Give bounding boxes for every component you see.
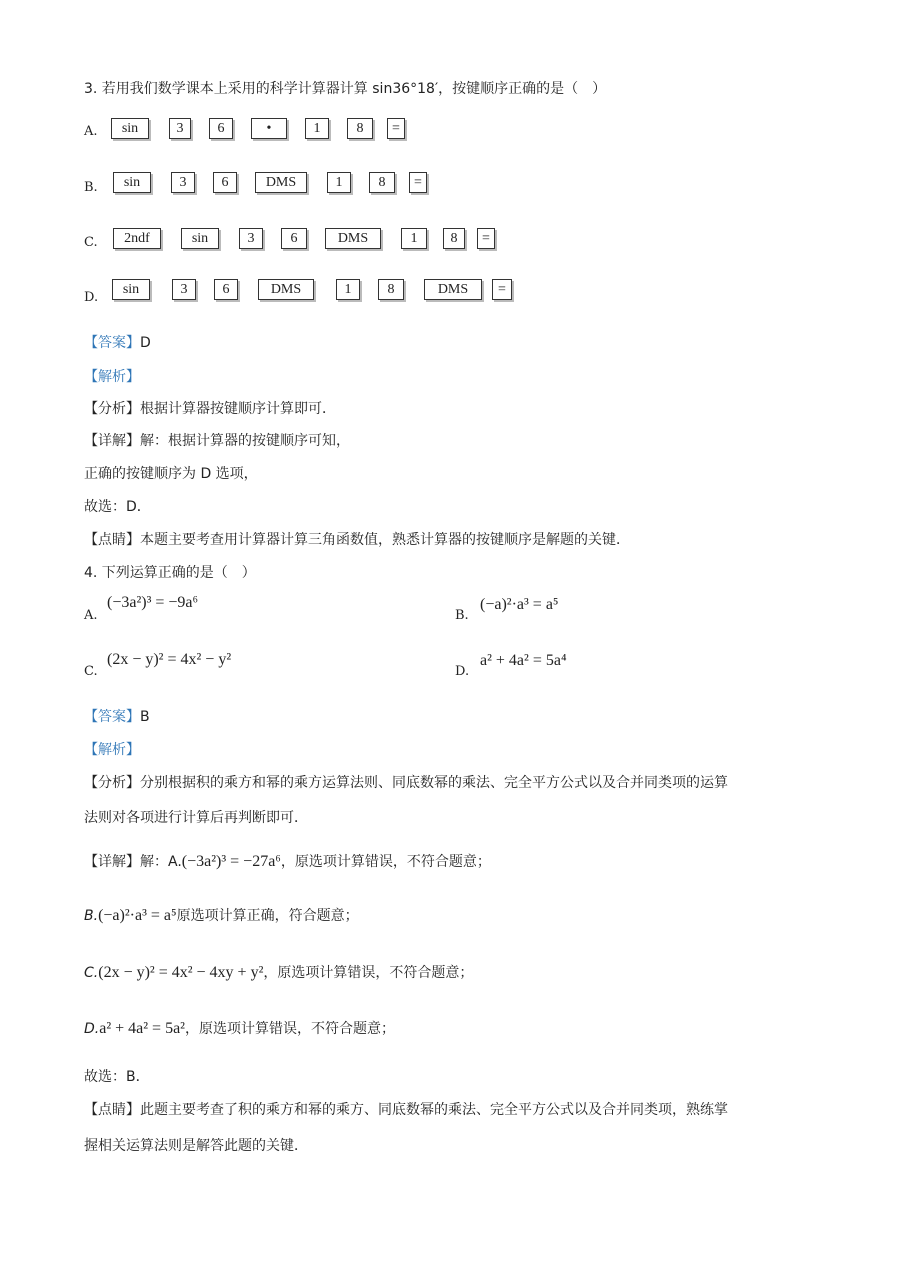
calc-key: • (251, 118, 287, 139)
q3-choose: 故选：D． (84, 499, 151, 515)
calc-key: 6 (209, 118, 233, 139)
calc-key: 3 (172, 279, 196, 300)
calc-key: DMS (255, 172, 307, 193)
calc-key: = (477, 228, 495, 249)
fenxi-tag: 【分析】 (84, 775, 140, 791)
dianjing-text: 此题主要考查了积的乘方和幂的乘方、同底数幂的乘法、完全平方公式以及合并同类项，熟练掌 (140, 1102, 728, 1118)
answer-tag: 【答案】 (84, 709, 140, 725)
q3-analysis-tag: 【解析】 (84, 369, 140, 385)
q4-dianjing-line2: 握相关运算法则是解答此题的关键． (84, 1138, 308, 1154)
q3-option-d-letter: D. (84, 290, 99, 305)
q4-option-b-expr: (−a)²·a³ = a⁵ (480, 596, 559, 613)
q3-option-b-letter: B. (84, 180, 98, 195)
detail-text: ，原选项计算错误，不符合题意； (280, 854, 491, 870)
detail-text: ，原选项计算错误，不符合题意； (184, 1021, 395, 1037)
q4-detail-a (84, 851, 491, 871)
calc-key: 6 (214, 279, 238, 300)
q3-option-c-keys (113, 228, 495, 249)
calc-key: 3 (239, 228, 263, 249)
q4-detail-c (84, 962, 473, 982)
q4-analysis-tag: 【解析】 (84, 742, 140, 758)
calc-key: sin (111, 118, 149, 139)
q3-answer (84, 332, 151, 352)
calc-key: = (492, 279, 512, 300)
q4-option-a-expr: (−3a²)³ = −9a⁶ (107, 594, 199, 611)
detail-text: 原选项计算正确，符合题意； (176, 908, 359, 924)
calc-key: sin (112, 279, 150, 300)
q3-option-a-letter: A. (84, 124, 98, 139)
q4-detail-d (84, 1018, 395, 1038)
dianjing-tag: 【点睛】 (84, 1102, 140, 1118)
calc-key: 1 (336, 279, 360, 300)
calc-key: DMS (258, 279, 314, 300)
detail-prefix: D. (84, 1021, 100, 1037)
calc-key: sin (181, 228, 219, 249)
fenxi-text: 根据计算器按键顺序计算即可． (140, 401, 336, 417)
q3-fenxi (84, 398, 336, 418)
detail-expr: (−a)²·a³ = a⁵ (98, 907, 177, 924)
calc-key: DMS (325, 228, 381, 249)
calc-key: 1 (305, 118, 329, 139)
dianjing-text: 本题主要考查用计算器计算三角函数值，熟悉计算器的按键顺序是解题的关键． (140, 532, 630, 548)
calc-key: = (409, 172, 427, 193)
detail-expr: (2x − y)² = 4x² − 4xy + y² (98, 964, 264, 981)
q4-dianjing-line1 (84, 1099, 728, 1119)
q4-fenxi-line2: 法则对各项进行计算后再判断即可． (84, 810, 308, 826)
q3-xiangjie-line2: 正确的按键顺序为 D 选项， (84, 466, 258, 482)
xiangjie-tag: 【详解】 (84, 854, 140, 870)
detail-prefix: C. (84, 965, 99, 981)
q3-dianjing (84, 529, 630, 549)
detail-prefix: B. (84, 908, 99, 924)
calc-key: DMS (424, 279, 482, 300)
detail-text: ，原选项计算错误，不符合题意； (263, 965, 474, 981)
fenxi-tag: 【分析】 (84, 401, 140, 417)
q3-option-c-letter: C. (84, 235, 98, 250)
q4-option-c-expr: (2x − y)² = 4x² − y² (107, 651, 232, 668)
q4-fenxi-line1 (84, 772, 728, 792)
calc-key: 6 (213, 172, 237, 193)
calc-key: 8 (378, 279, 404, 300)
calc-key: sin (113, 172, 151, 193)
q4-answer (84, 706, 150, 726)
q3-xiangjie (84, 430, 350, 450)
q4-option-c-letter: C. (84, 664, 98, 679)
answer-value: D (140, 335, 151, 351)
calc-key: = (387, 118, 405, 139)
q4-option-a-letter: A. (84, 608, 98, 623)
q4-detail-b (84, 905, 359, 925)
detail-prefix: 解：A. (140, 854, 182, 870)
calc-key: 3 (169, 118, 191, 139)
q3-stem: 3. 若用我们数学课本上采用的科学计算器计算 sin36°18′，按键顺序正确的是（ ） (84, 81, 607, 97)
q4-option-d-expr: a² + 4a² = 5a⁴ (480, 652, 567, 669)
dianjing-tag: 【点睛】 (84, 532, 140, 548)
calc-key: 1 (401, 228, 427, 249)
calc-key: 8 (443, 228, 465, 249)
calc-key: 1 (327, 172, 351, 193)
answer-tag: 【答案】 (84, 335, 140, 351)
detail-expr: (−3a²)³ = −27a⁶ (181, 853, 281, 870)
calc-key: 8 (347, 118, 373, 139)
xiangjie-text: 解：根据计算器的按键顺序可知， (140, 433, 350, 449)
q3-option-a-keys (111, 118, 405, 139)
q4-stem: 4. 下列运算正确的是（ ） (84, 565, 256, 581)
calc-key: 2ndf (113, 228, 161, 249)
calc-key: 3 (171, 172, 195, 193)
q4-choose: 故选：B． (84, 1069, 150, 1085)
q4-option-d-letter: D. (455, 664, 470, 679)
xiangjie-tag: 【详解】 (84, 433, 140, 449)
answer-value: B (140, 709, 150, 725)
calc-key: 8 (369, 172, 395, 193)
calc-key: 6 (281, 228, 307, 249)
q4-option-b-letter: B. (455, 608, 469, 623)
q3-option-d-keys (112, 279, 512, 300)
q3-option-b-keys (113, 172, 427, 193)
fenxi-text: 分别根据积的乘方和幂的乘方运算法则、同底数幂的乘法、完全平方公式以及合并同类项的运算 (140, 775, 728, 791)
detail-expr: a² + 4a² = 5a² (99, 1020, 185, 1037)
